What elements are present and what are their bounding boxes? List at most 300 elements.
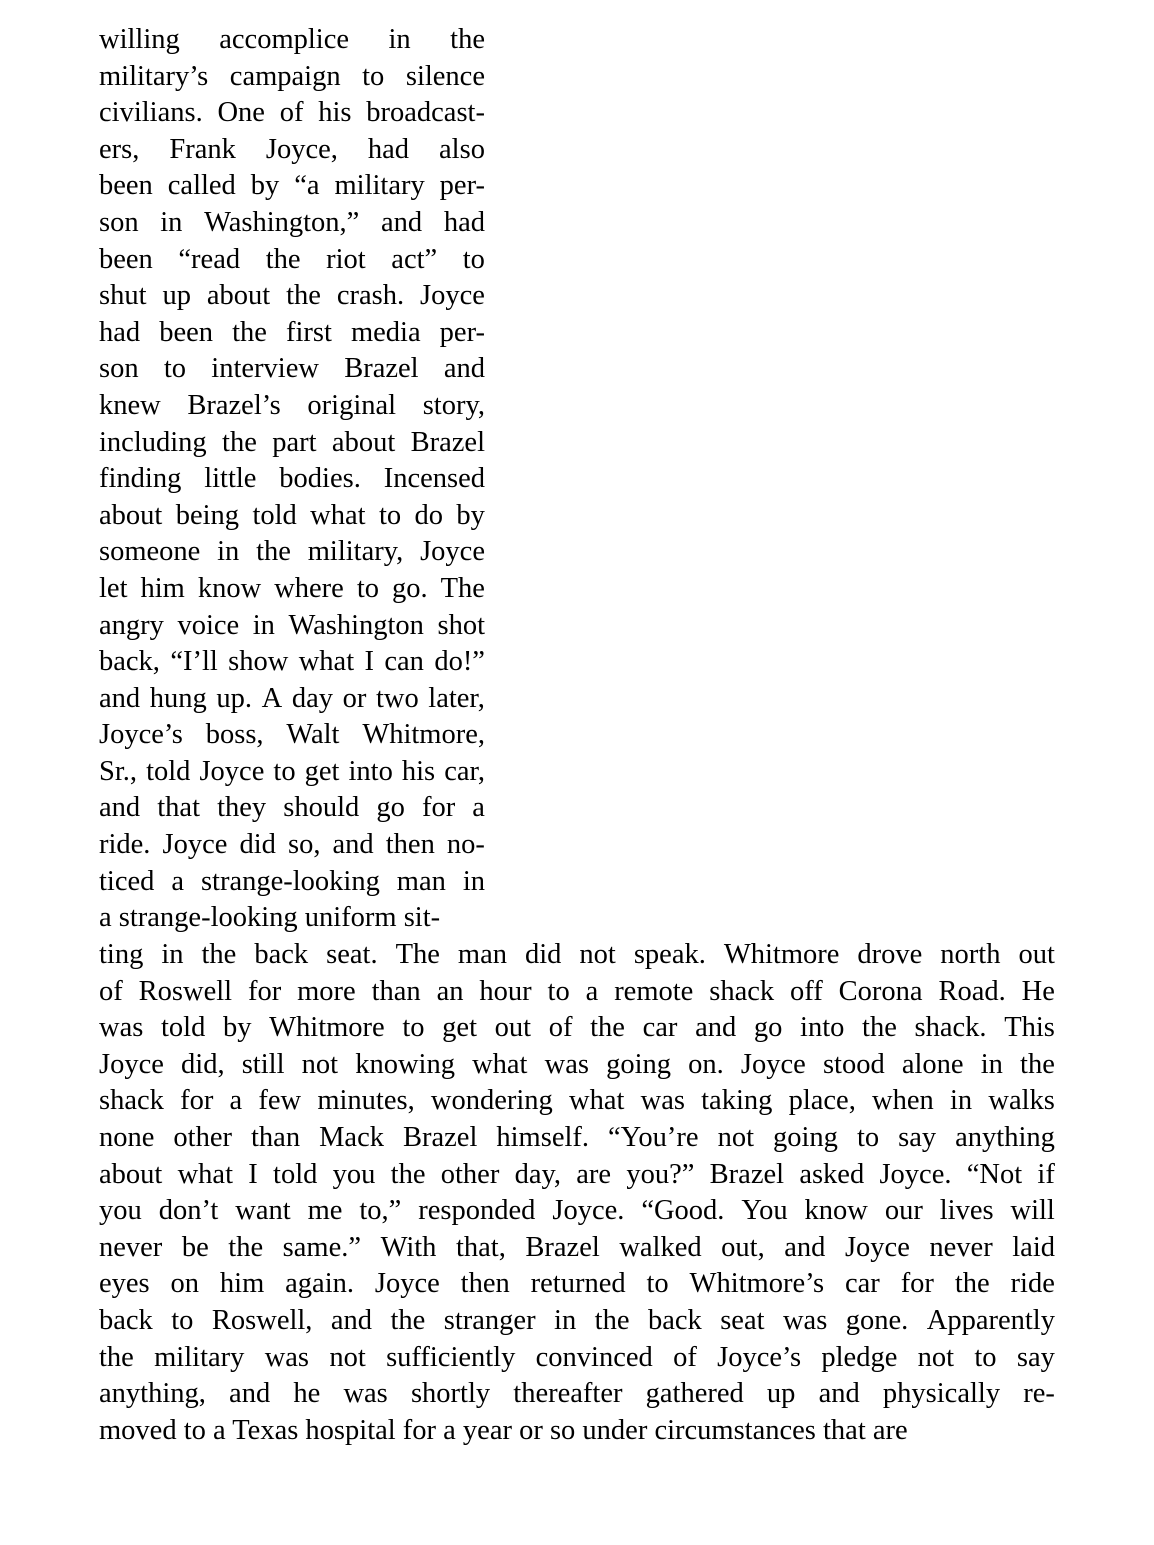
wide-column <box>99 937 1055 1449</box>
text-word: gone. <box>845 1304 909 1336</box>
text-word: don’t <box>158 1195 219 1227</box>
text-word: in <box>949 1085 973 1117</box>
text-word: day <box>291 682 333 714</box>
text-line <box>99 790 485 827</box>
text-word: do!” <box>434 646 485 678</box>
text-word: Roswell <box>138 975 233 1007</box>
text-word: back <box>254 939 309 970</box>
text-word: military, <box>307 536 404 568</box>
text-word: did <box>239 829 276 861</box>
text-word: out <box>494 1012 532 1044</box>
text-word: Corona <box>838 975 923 1007</box>
text-word: a <box>171 865 184 897</box>
text-word: Brazel <box>709 1158 785 1190</box>
text-line <box>99 534 485 571</box>
text-word: per- <box>439 316 485 348</box>
text-word: sufficiently <box>386 1341 516 1373</box>
text-word: Washington <box>288 609 424 641</box>
text-word: are <box>576 1158 612 1190</box>
text-word: Apparently <box>926 1304 1055 1336</box>
text-word: knowing <box>355 1048 455 1080</box>
text-word: You <box>741 1195 788 1227</box>
text-line <box>99 681 485 718</box>
text-word: eyes <box>99 1268 150 1300</box>
text-word: Whitmore, <box>362 719 485 751</box>
page-body-text <box>99 22 1055 1449</box>
text-word: had <box>99 316 141 348</box>
text-word: to,” <box>359 1195 402 1227</box>
text-word: physically <box>882 1378 1001 1410</box>
text-word: for <box>180 1085 214 1117</box>
text-word: Joyce <box>420 280 485 312</box>
text-word: he <box>293 1378 321 1410</box>
text-word: boss, <box>205 719 264 751</box>
text-word: the <box>256 536 291 568</box>
text-word: can <box>384 646 424 678</box>
text-word: about <box>99 1158 163 1190</box>
text-word: speak. <box>633 939 706 970</box>
text-word: was <box>343 1378 388 1410</box>
text-word: Whitmore <box>723 939 840 970</box>
text-word: part <box>272 426 317 458</box>
text-word: lives <box>939 1195 994 1227</box>
text-word: that <box>157 792 200 824</box>
text-word: car, <box>444 755 485 787</box>
text-word: returned <box>530 1268 626 1300</box>
text-word: our <box>884 1195 923 1227</box>
text-word: Joyce <box>844 1231 910 1263</box>
text-word: to <box>974 1341 997 1373</box>
text-word: minutes, <box>317 1085 415 1117</box>
text-word: car <box>845 1268 880 1300</box>
text-word: if <box>1037 1158 1055 1190</box>
text-word: of <box>99 975 123 1007</box>
text-word: to <box>171 1304 194 1336</box>
text-word: where <box>274 572 344 604</box>
text-word: the <box>390 1158 426 1190</box>
text-word: was <box>544 1048 589 1080</box>
text-word: the <box>265 243 301 275</box>
text-word: Road. <box>938 975 1006 1007</box>
text-word: back, <box>99 646 160 678</box>
text-word: called <box>167 170 236 202</box>
text-word: Brazel <box>403 1121 478 1153</box>
text-word: angry <box>99 609 164 641</box>
text-word: was <box>640 1085 685 1117</box>
text-word: shot <box>437 609 485 641</box>
text-line <box>99 242 485 279</box>
text-word: thereafter <box>513 1378 623 1410</box>
text-word: convinced <box>535 1341 653 1373</box>
text-word: what <box>298 646 355 678</box>
text-word: and <box>381 206 423 238</box>
text-word: into <box>800 1012 845 1044</box>
text-word: did <box>524 939 562 970</box>
text-word: shut <box>99 280 147 312</box>
text-word: still <box>241 1048 285 1080</box>
text-word: want <box>235 1195 291 1227</box>
text-line <box>99 900 485 937</box>
text-line-content: moved to a Texas hospital for a year or so under circumstances that are <box>99 1414 908 1446</box>
text-word: walked <box>619 1231 702 1263</box>
text-line <box>99 1120 1055 1157</box>
text-word: interview <box>211 353 319 385</box>
text-line <box>99 1083 1055 1120</box>
text-word: in <box>388 24 411 55</box>
text-word: going <box>606 1048 672 1080</box>
text-word: story, <box>422 389 485 421</box>
text-word: told <box>160 1012 206 1044</box>
text-word: never <box>929 1231 993 1263</box>
text-word: laid <box>1012 1231 1055 1263</box>
text-word: A <box>261 682 283 714</box>
text-word: stood <box>822 1048 885 1080</box>
text-word: little <box>204 463 257 495</box>
text-word: and <box>332 829 374 861</box>
text-word: for <box>247 975 282 1007</box>
text-word: the <box>286 280 321 312</box>
text-word: anything, <box>99 1378 206 1410</box>
text-word: This <box>1004 1012 1055 1044</box>
text-word: none <box>99 1121 155 1153</box>
illustration-whitespace-region <box>485 22 1055 937</box>
text-word: day, <box>514 1158 562 1190</box>
text-line <box>99 717 485 754</box>
text-line <box>99 1303 1055 1340</box>
text-word: so, <box>287 829 321 861</box>
text-word: go <box>753 1012 783 1044</box>
text-word: was <box>99 1012 144 1044</box>
text-word: than <box>251 1121 301 1153</box>
text-word: me <box>307 1195 343 1227</box>
text-word: been <box>159 316 214 348</box>
text-word: up. <box>216 682 252 714</box>
text-word: more <box>297 975 356 1007</box>
text-word: Joyce’s <box>717 1341 802 1373</box>
text-word: media <box>350 316 421 348</box>
text-word: go <box>376 792 405 824</box>
text-word: by <box>456 499 485 531</box>
text-word: “read <box>178 243 241 275</box>
text-word: ride. <box>99 829 151 861</box>
text-word: car <box>642 1012 678 1044</box>
text-word: go. <box>391 572 428 604</box>
text-word: going <box>773 1121 838 1153</box>
text-word: ticed <box>99 865 155 897</box>
text-word: and <box>443 353 485 385</box>
text-word: the <box>232 316 267 348</box>
text-word: for <box>900 1268 934 1300</box>
text-word: be <box>181 1231 209 1263</box>
text-word: told <box>146 755 191 787</box>
text-word: to <box>273 755 296 787</box>
text-word: son <box>99 353 139 385</box>
text-word: crash. <box>336 280 405 312</box>
text-word: in <box>161 939 184 970</box>
text-word: up <box>162 280 191 312</box>
text-word: Joyce <box>374 1268 440 1300</box>
text-word: the <box>450 24 485 55</box>
text-word: the <box>594 1304 630 1336</box>
text-word: to <box>163 353 187 385</box>
text-word: to <box>402 1012 425 1044</box>
text-word: Whitmore <box>269 1012 385 1044</box>
text-word: when <box>872 1085 934 1117</box>
text-word: told <box>273 1158 318 1190</box>
text-word: then <box>385 829 435 861</box>
text-word: being <box>175 499 240 531</box>
text-line <box>99 937 1055 974</box>
text-word: gathered <box>645 1378 744 1410</box>
text-word: seat <box>720 1304 765 1336</box>
text-word: the <box>590 1012 625 1044</box>
text-word: not <box>717 1121 754 1153</box>
text-word: same.” <box>282 1231 362 1263</box>
text-word: per- <box>439 170 485 202</box>
text-word: “You’re <box>608 1121 699 1153</box>
text-word: walks <box>988 1085 1055 1117</box>
text-word: the <box>201 939 237 970</box>
text-word: man <box>457 939 507 970</box>
text-word: for <box>421 792 456 824</box>
text-line <box>99 1266 1055 1303</box>
text-word: about <box>99 499 163 531</box>
text-word: strange-looking <box>200 865 380 897</box>
text-word: riot <box>326 243 366 275</box>
text-word: Brazel <box>525 1231 600 1263</box>
text-word: his <box>401 755 436 787</box>
text-word: the <box>862 1012 897 1044</box>
text-word: civilians. <box>99 97 203 129</box>
text-word: not <box>329 1341 366 1373</box>
text-word: into <box>348 755 393 787</box>
text-word: “Not <box>966 1158 1023 1190</box>
text-word: on. <box>688 1048 724 1080</box>
text-line <box>99 1157 1055 1194</box>
text-word: Sr., <box>99 755 138 787</box>
text-word: you <box>332 1158 376 1190</box>
text-line <box>99 1047 1055 1084</box>
text-word: Joyce’s <box>99 719 183 751</box>
text-line <box>99 1413 1055 1450</box>
text-word: the <box>99 1341 134 1373</box>
text-word: later, <box>428 682 485 714</box>
text-word: in <box>554 1304 577 1336</box>
text-word: shortly <box>410 1378 491 1410</box>
text-word: about <box>206 280 271 312</box>
text-line <box>99 461 485 498</box>
text-word: hour <box>479 975 532 1007</box>
text-word: what <box>310 499 366 531</box>
text-word: asked <box>799 1158 865 1190</box>
text-word: “Good. <box>641 1195 725 1227</box>
text-word: a <box>472 792 485 824</box>
text-word: been <box>99 243 153 275</box>
text-word: Frank <box>169 133 236 165</box>
text-word: ting <box>99 939 144 970</box>
text-word: ride <box>1010 1268 1055 1300</box>
text-word: told <box>252 499 297 531</box>
text-word: to <box>378 499 402 531</box>
text-line <box>99 425 485 462</box>
text-word: campaign <box>229 60 341 92</box>
text-word: Roswell, <box>211 1304 313 1336</box>
text-word: and <box>818 1378 860 1410</box>
text-line <box>99 205 485 242</box>
text-word: stranger <box>443 1304 536 1336</box>
text-line <box>99 1010 1055 1047</box>
text-word: son <box>99 206 139 238</box>
text-word: two <box>375 682 419 714</box>
text-line <box>99 498 485 535</box>
text-word: Joyce, <box>265 133 338 165</box>
text-line <box>99 827 485 864</box>
text-word: first <box>285 316 332 348</box>
text-word: man <box>396 865 446 897</box>
text-word: than <box>371 975 421 1007</box>
text-word: The <box>440 572 485 604</box>
text-word: of <box>548 1012 573 1044</box>
text-word: other <box>173 1121 232 1153</box>
text-word: Brazel <box>344 353 419 385</box>
text-word: in <box>160 206 183 238</box>
text-word: on <box>170 1268 200 1300</box>
text-word: not <box>917 1341 955 1373</box>
text-word: know <box>197 572 262 604</box>
text-word: will <box>1010 1195 1055 1227</box>
text-word: that, <box>455 1231 506 1263</box>
text-word: been <box>99 170 153 202</box>
text-word: to <box>356 572 379 604</box>
text-word: get <box>304 755 340 787</box>
text-word: and <box>695 1012 737 1044</box>
text-word: and <box>99 792 141 824</box>
text-word: few <box>258 1085 302 1117</box>
text-word: back <box>647 1304 702 1336</box>
text-word: north <box>940 939 1001 970</box>
text-word: him <box>219 1268 265 1300</box>
text-word: shack <box>709 975 775 1007</box>
text-word: a <box>229 1085 243 1117</box>
text-word: and <box>330 1304 373 1336</box>
text-word: One <box>217 97 265 129</box>
text-word: Joyce <box>99 1048 164 1080</box>
text-word: or <box>342 682 367 714</box>
text-word: you?” <box>626 1158 695 1190</box>
text-word: I <box>364 646 374 678</box>
text-word: the <box>222 426 257 458</box>
text-word: broadcast- <box>366 97 485 129</box>
text-word: a <box>585 975 599 1007</box>
text-word: The <box>395 939 440 970</box>
text-word: out <box>1018 939 1055 970</box>
text-word: did, <box>181 1048 225 1080</box>
text-word: back <box>99 1304 153 1336</box>
text-word: the <box>954 1268 990 1300</box>
text-word: off <box>790 975 823 1007</box>
text-word: again. <box>285 1268 354 1300</box>
text-word: Joyce <box>420 536 485 568</box>
text-word: including <box>99 426 207 458</box>
text-line <box>99 59 485 96</box>
text-word: let <box>99 572 128 604</box>
text-word: no- <box>446 829 485 861</box>
text-word: He <box>1021 975 1055 1007</box>
text-word: “I’ll <box>170 646 218 678</box>
text-word: not <box>579 939 616 970</box>
text-word: about <box>331 426 396 458</box>
text-word: him <box>140 572 185 604</box>
text-word: Joyce. <box>879 1158 952 1190</box>
text-word: wondering <box>430 1085 553 1117</box>
text-word: bodies. <box>279 463 361 495</box>
text-word: Brazel’s <box>187 389 281 421</box>
text-word: to <box>646 1268 669 1300</box>
text-word: Whitmore’s <box>689 1268 825 1300</box>
text-word: out, <box>721 1231 765 1263</box>
text-word: up <box>766 1378 796 1410</box>
text-word: never <box>99 1231 163 1263</box>
text-word: shack. <box>914 1012 987 1044</box>
text-line <box>99 644 485 681</box>
text-word: of <box>673 1341 697 1373</box>
text-word: act” <box>391 243 438 275</box>
text-word: in <box>980 1048 1003 1080</box>
text-word: someone <box>99 536 201 568</box>
narrow-column <box>99 22 485 937</box>
text-word: then <box>460 1268 510 1300</box>
text-word: military <box>334 170 425 202</box>
text-word: in <box>462 865 485 897</box>
text-word: do <box>414 499 444 531</box>
text-word: Joyce <box>199 755 265 787</box>
text-word: taking <box>701 1085 773 1117</box>
text-word: finding <box>99 463 182 495</box>
text-word: willing <box>99 24 180 55</box>
text-word: silence <box>405 60 485 92</box>
text-word: what <box>569 1085 625 1117</box>
text-word: alone <box>901 1048 964 1080</box>
text-word: drove <box>857 939 923 970</box>
text-word: say <box>1016 1341 1055 1373</box>
text-word: by <box>222 1012 252 1044</box>
text-line <box>99 315 485 352</box>
text-word: they <box>217 792 267 824</box>
text-word: knew <box>99 389 161 421</box>
text-line <box>99 351 485 388</box>
text-word: you <box>99 1195 142 1227</box>
text-word: With <box>380 1231 437 1263</box>
text-word: place, <box>788 1085 856 1117</box>
text-line <box>99 1193 1055 1230</box>
text-word: to <box>856 1121 880 1153</box>
text-word: remote <box>614 975 694 1007</box>
text-word: Joyce <box>162 829 228 861</box>
text-word: Walt <box>286 719 340 751</box>
text-word: Mack <box>319 1121 384 1153</box>
text-line <box>99 388 485 425</box>
text-line <box>99 571 485 608</box>
text-line <box>99 1376 1055 1413</box>
text-line <box>99 22 485 59</box>
text-line <box>99 1230 1055 1267</box>
text-line <box>99 864 485 901</box>
text-word: of <box>279 97 304 129</box>
text-word: Incensed <box>383 463 485 495</box>
text-word: his <box>318 97 352 129</box>
text-line-content: a strange-looking uniform sit- <box>99 902 441 934</box>
text-word: and <box>784 1231 826 1263</box>
